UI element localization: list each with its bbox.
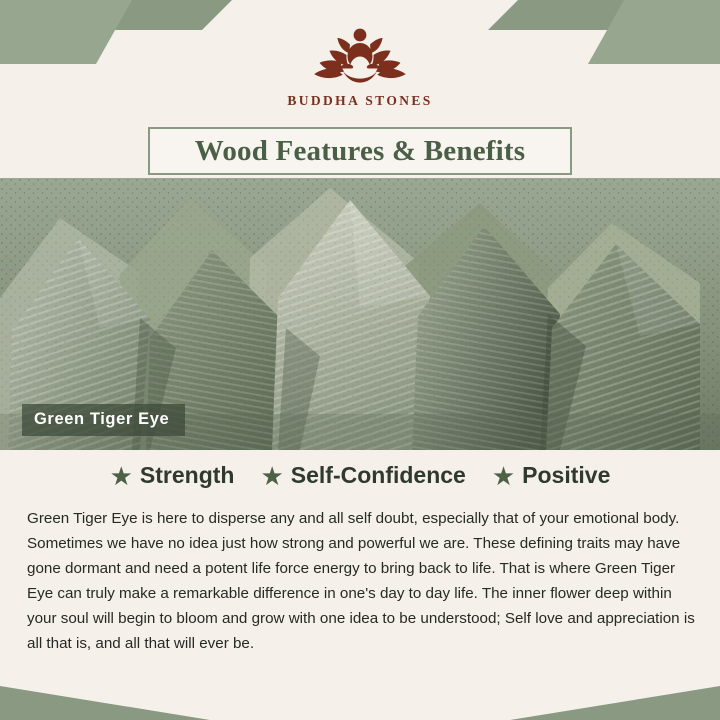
benefit-item xyxy=(260,462,465,489)
corner-band-bottom-right xyxy=(510,686,720,720)
lotus-meditation-icon xyxy=(286,22,434,88)
benefit-label: Self-Confidence xyxy=(290,462,466,488)
description-paragraph: Green Tiger Eye is here to disperse any and all self doubt, especially that of your emotional body. Sometimes we have no idea just how strong and powerful we are. These defining traits may have gone dormant and need a potent life force energy to bring back to life. That is where Green Tiger Eye can truly make a remarkable difference in one's day to day life. The inner flower deep within your soul will begin to bloom and grow with one idea to be understood; Self love and appreciation is all that is, and all that will ever be. xyxy=(27,510,695,652)
page-title xyxy=(148,127,572,175)
stone-name-label: Green Tiger Eye xyxy=(22,404,185,436)
benefit-label: Positive xyxy=(522,462,611,488)
brand-name: BUDDHA STONES xyxy=(287,93,433,108)
benefit-item xyxy=(492,462,611,489)
benefit-item xyxy=(110,462,235,489)
star-icon: ★ xyxy=(109,460,133,491)
star-icon: ★ xyxy=(260,460,284,491)
benefits-row xyxy=(0,462,720,489)
benefit-label: Strength xyxy=(139,462,235,488)
hero-image xyxy=(0,178,720,450)
brand-block xyxy=(0,22,720,109)
corner-band-bottom-left xyxy=(0,686,210,720)
star-icon: ★ xyxy=(491,460,516,491)
page-title-text: Wood Features & Benefits xyxy=(194,134,526,167)
